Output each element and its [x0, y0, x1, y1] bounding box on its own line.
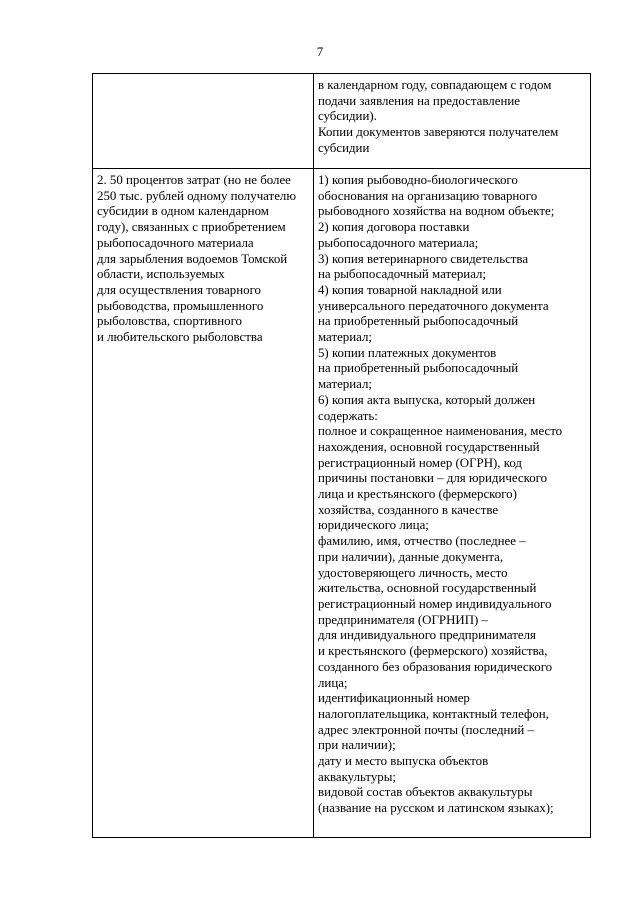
text-line: 3) копия ветеринарного свидетельства — [317, 251, 529, 266]
text-line: фамилию, имя, отчество (последнее – — [317, 534, 526, 549]
text-line: 1) копия рыбоводно-биологического — [317, 173, 518, 187]
text-line: и любительского рыболовства — [97, 330, 263, 345]
text-line: Копии документов заверяются получателем — [317, 125, 559, 140]
cell-text — [97, 173, 309, 346]
text-line: рыболовства, спортивного — [97, 314, 242, 329]
text-line: налогоплательщика, контактный телефон, — [317, 706, 549, 721]
page-number: 7 — [316, 44, 324, 59]
text-line: рыбопосадочного материала; — [317, 235, 479, 250]
text-line: при наличии), данные документа, — [317, 549, 504, 564]
text-line: на рыбопосадочный материал; — [317, 267, 487, 282]
text-line: на приобретенный рыбопосадочный — [317, 361, 519, 376]
text-line: рыбопосадочного материала — [97, 235, 254, 250]
text-line: регистрационный номер (ОГРН), код — [317, 455, 522, 470]
text-line: хозяйства, созданного в качестве — [317, 502, 499, 517]
requirements-table — [92, 73, 591, 838]
text-line: субсидии — [317, 140, 370, 155]
text-line: содержать: — [317, 408, 378, 423]
text-line: году), связанных с приобретением — [97, 220, 286, 235]
text-line: для индивидуального предпринимателя — [317, 628, 536, 643]
cell-text — [318, 78, 586, 157]
text-line: для зарыбления водоемов Томской — [97, 251, 288, 266]
text-line: причины постановки – для юридического — [317, 471, 548, 486]
text-line: аквакультуры; — [317, 769, 396, 784]
text-line: на приобретенный рыбопосадочный — [317, 314, 519, 329]
text-line: лица; — [317, 675, 348, 690]
cell-text — [318, 173, 586, 817]
text-line: адрес электронной почты (последний – — [317, 722, 534, 737]
text-line: регистрационный номер индивидуального — [317, 596, 552, 611]
text-line: универсального передаточного документа — [317, 298, 549, 313]
text-line: (название на русском и латинском языках); — [317, 801, 554, 816]
text-line: созданного без образования юридического — [317, 659, 553, 674]
text-line: нахождения, основной государственный — [317, 439, 540, 454]
text-line: 4) копия товарной накладной или — [317, 282, 502, 297]
table-cell-right — [313, 169, 590, 838]
text-line: жительства, основной государственный — [317, 581, 537, 596]
text-line: рыбоводства, промышленного — [97, 298, 264, 313]
text-line: для осуществления товарного — [97, 282, 261, 297]
text-line: при наличии); — [317, 738, 396, 753]
text-line: полное и сокращенное наименования, место — [317, 424, 563, 439]
text-line: дату и место выпуска объектов — [317, 754, 489, 769]
table-cell-left — [93, 74, 314, 169]
text-line: видовой состав объектов аквакультуры — [317, 785, 533, 800]
text-line: лица и крестьянского (фермерского) — [317, 487, 517, 502]
table-cell-right — [313, 74, 590, 169]
text-line: 250 тыс. рублей одному получателю — [97, 188, 296, 203]
text-line: предпринимателя (ОГРНИП) – — [317, 612, 488, 627]
table-cell-left — [93, 169, 314, 838]
text-line: в календарном году, совпадающем с годом — [317, 78, 552, 92]
text-line: материал; — [317, 377, 372, 392]
table-row — [93, 74, 591, 169]
text-line: области, используемых — [97, 267, 225, 282]
text-line: и крестьянского (фермерского) хозяйства, — [317, 644, 548, 659]
text-line: материал; — [317, 330, 372, 345]
text-line: 2) копия договора поставки — [317, 220, 470, 235]
text-line: 6) копия акта выпуска, который должен — [317, 392, 536, 407]
text-line: рыбоводного хозяйства на водном объекте; — [317, 204, 555, 219]
text-line: идентификационный номер — [317, 691, 470, 706]
text-line: 2. 50 процентов затрат (но не более — [97, 173, 291, 187]
text-line: подачи заявления на предоставление — [317, 93, 520, 108]
text-line: юридического лица; — [317, 518, 429, 533]
text-line: субсидии). — [317, 109, 377, 124]
text-line: удостоверяющего личность, место — [317, 565, 508, 580]
text-line: 5) копии платежных документов — [317, 345, 497, 360]
table-row — [93, 169, 591, 838]
text-line: субсидии в одном календарном — [97, 204, 269, 219]
text-line: обоснования на организацию товарного — [317, 188, 538, 203]
